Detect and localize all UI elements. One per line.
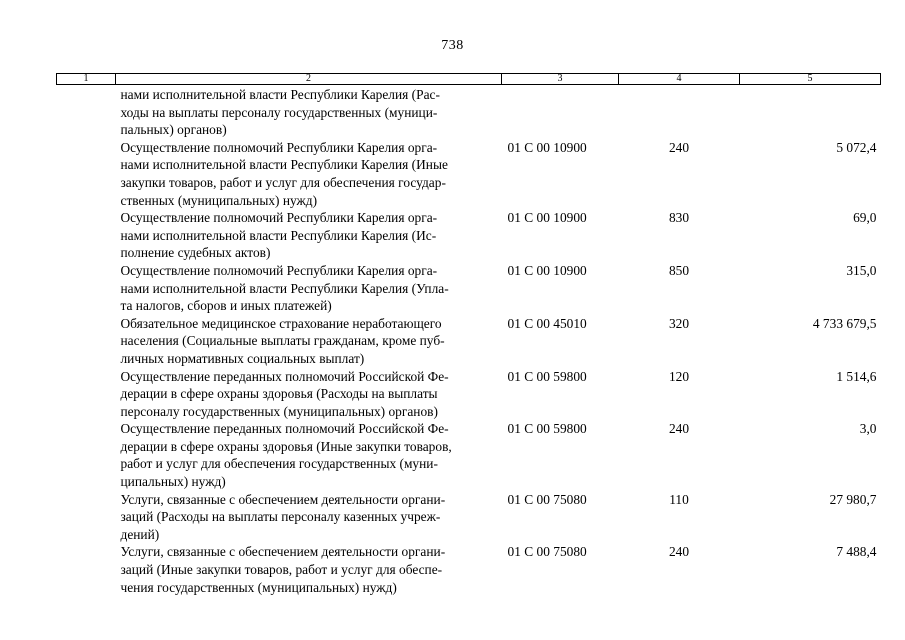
expense-type-code: 320	[668, 315, 690, 331]
description-line: Услуги, связанные с обеспечением деятельности органи-	[120, 491, 446, 507]
description-line: нами исполнительной власти Республики Карелия (Ис-	[120, 227, 437, 243]
description-line: дерации в сфере охраны здоровья (Расходы на выплаты	[120, 386, 438, 402]
target-article-code: 01 С 00 59800	[507, 368, 587, 384]
row-number-cell	[57, 491, 116, 544]
amount-value: 5 072,4	[836, 139, 877, 155]
description-line: личных нормативных социальных выплат)	[120, 350, 365, 366]
row-number-cell	[57, 262, 116, 315]
description-line: полнение судебных актов)	[120, 245, 271, 261]
expense-type-code: 120	[668, 368, 690, 384]
description-line: ципальных) нужд)	[120, 474, 226, 490]
table-row	[57, 491, 881, 544]
table-row	[57, 543, 881, 596]
amount-value: 1 514,6	[836, 368, 877, 384]
target-article-code: 01 С 00 10900	[507, 210, 587, 226]
description-line: та налогов, сборов и иных платежей)	[120, 298, 332, 314]
description-line: дерации в сфере охраны здоровья (Иные закупки товаров,	[120, 438, 452, 454]
expense-type-code: 110	[669, 491, 689, 507]
description-line: персоналу государственных (муниципальных) органов)	[120, 403, 438, 419]
target-article-code: 01 С 00 75080	[507, 491, 587, 507]
description-line: Осуществление переданных полномочий Российской Фе-	[120, 421, 449, 437]
description-line: заций (Иные закупки товаров, работ и услуг для обеспе-	[120, 562, 443, 578]
column-number-3: 3	[502, 74, 619, 85]
table-row	[57, 368, 881, 421]
description-cell	[116, 420, 502, 490]
row-number-cell	[57, 85, 116, 139]
table-row	[57, 420, 881, 490]
description-cell	[116, 85, 502, 139]
description-line: закупки товаров, работ и услуг для обеспечения государ-	[120, 174, 446, 190]
column-number-5: 5	[740, 74, 881, 85]
description-line: Обязательное медицинское страхование неработающего	[120, 315, 442, 331]
description-cell	[116, 368, 502, 421]
row-number-cell	[57, 139, 116, 209]
description-cell	[116, 543, 502, 596]
description-cell	[116, 209, 502, 262]
expense-type-code: 240	[668, 544, 690, 560]
page-number: 738	[441, 38, 464, 53]
description-line: дений)	[120, 526, 160, 542]
row-number-cell	[57, 368, 116, 421]
description-line: работ и услуг для обеспечения государственных (муни-	[120, 456, 438, 472]
expense-type-code	[619, 85, 740, 139]
description-line: заций (Расходы на выплаты персоналу казенных учреж-	[120, 509, 441, 525]
description-cell	[116, 315, 502, 368]
target-article-code	[502, 85, 619, 139]
description-line: Осуществление полномочий Республики Карелия орга-	[120, 210, 438, 226]
row-number-cell	[57, 315, 116, 368]
description-line: нами исполнительной власти Республики Карелия (Иные	[120, 157, 448, 173]
column-number-header-row	[57, 74, 881, 85]
amount-value: 69,0	[853, 210, 877, 226]
table-row	[57, 85, 881, 139]
description-cell	[116, 262, 502, 315]
description-line: ходы на выплаты персоналу государственных (муници-	[120, 104, 438, 120]
description-line: Осуществление полномочий Республики Карелия орга-	[120, 262, 438, 278]
expense-type-code: 240	[668, 421, 690, 437]
amount-value	[740, 85, 881, 139]
target-article-code: 01 С 00 75080	[507, 544, 587, 560]
description-cell	[116, 139, 502, 209]
table-body	[57, 85, 881, 597]
row-number-cell	[57, 420, 116, 490]
target-article-code: 01 С 00 10900	[507, 262, 587, 278]
amount-value: 27 980,7	[829, 491, 877, 507]
target-article-code: 01 С 00 45010	[507, 315, 587, 331]
amount-value: 315,0	[846, 262, 877, 278]
expense-type-code: 830	[668, 210, 690, 226]
table-row	[57, 315, 881, 368]
description-line: пальных) органов)	[120, 122, 227, 138]
row-number-cell	[57, 209, 116, 262]
description-line: Осуществление переданных полномочий Российской Фе-	[120, 368, 449, 384]
amount-value: 7 488,4	[836, 544, 877, 560]
column-number-4: 4	[619, 74, 740, 85]
description-line: нами исполнительной власти Республики Карелия (Упла-	[120, 280, 449, 296]
expense-type-code: 240	[668, 139, 690, 155]
column-number-1: 1	[57, 74, 116, 85]
column-number-2: 2	[116, 74, 502, 85]
target-article-code: 01 С 00 59800	[507, 421, 587, 437]
target-article-code: 01 С 00 10900	[507, 139, 587, 155]
budget-table	[56, 73, 881, 596]
expense-type-code: 850	[668, 262, 690, 278]
description-line: Осуществление полномочий Республики Карелия орга-	[120, 139, 438, 155]
table-row	[57, 209, 881, 262]
table-row	[57, 262, 881, 315]
description-line: ственных (муниципальных) нужд)	[120, 192, 318, 208]
amount-value: 3,0	[859, 421, 877, 437]
description-line: населения (Социальные выплаты гражданам, кроме пуб-	[120, 333, 445, 349]
row-number-cell	[57, 543, 116, 596]
description-cell	[116, 491, 502, 544]
description-line: нами исполнительной власти Республики Карелия (Рас-	[120, 87, 440, 102]
amount-value: 4 733 679,5	[812, 315, 877, 331]
table-row	[57, 139, 881, 209]
description-line: Услуги, связанные с обеспечением деятельности органи-	[120, 544, 446, 560]
description-line: чения государственных (муниципальных) нужд)	[120, 579, 397, 595]
